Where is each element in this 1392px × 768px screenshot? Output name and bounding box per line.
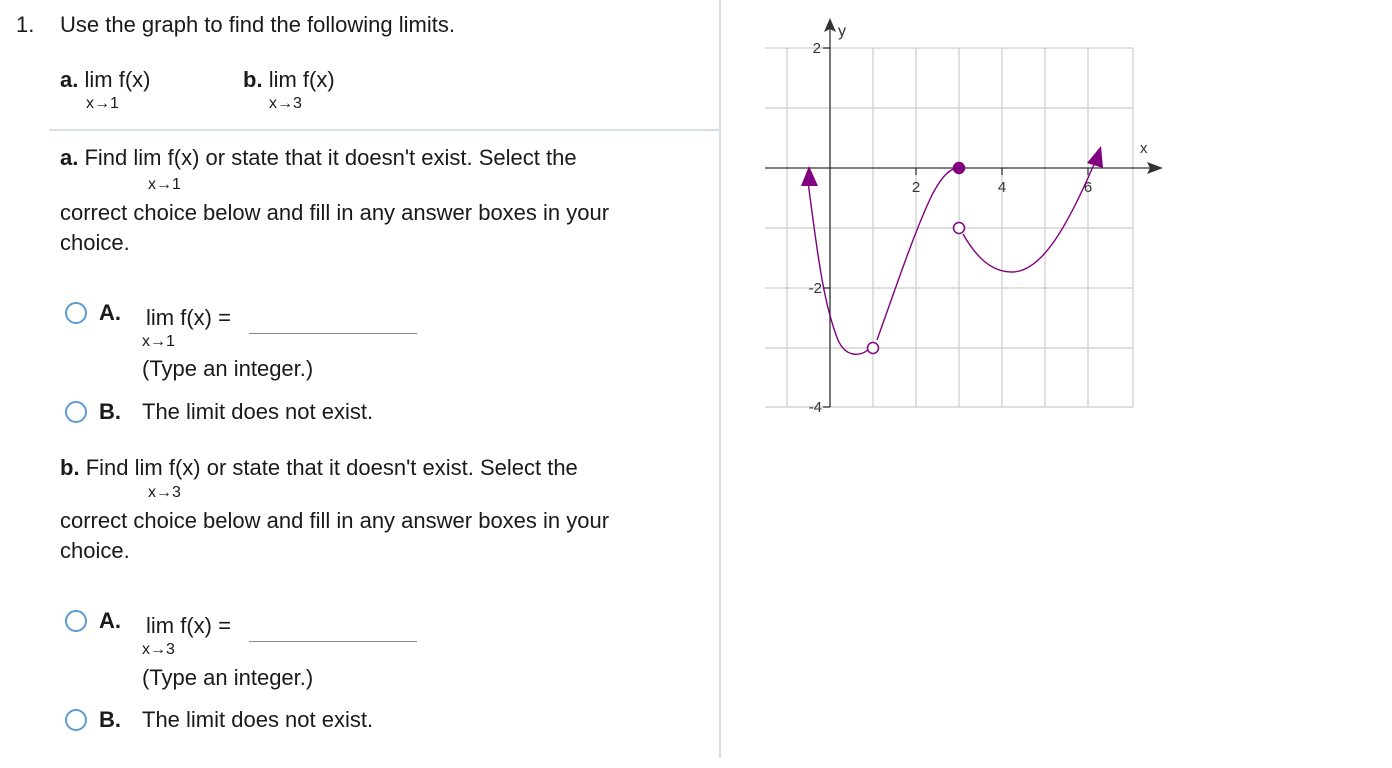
section-divider (49, 129, 719, 131)
part-a-lim: lim (133, 145, 162, 170)
part-b-lim: lim (134, 455, 163, 480)
part-b-instruction (60, 455, 578, 481)
y-axis-label: y (838, 23, 846, 40)
part-a-choice-a-lim: lim (146, 305, 175, 330)
x-tick-6: 6 (1083, 179, 1093, 196)
y-tick-neg4: -4 (808, 399, 822, 416)
part-a-find: Find (84, 145, 128, 170)
part-a-choice-a-label: A. (99, 300, 121, 325)
part-a-fn: f(x) or state that it doesn't exist. Select the (167, 145, 577, 170)
part-b-choice-a-hint: (Type an integer.) (142, 665, 314, 690)
part-b-choice-a-fn: f(x) = (180, 613, 231, 638)
part-b-instruction-rest: correct choice below and fill in any answer boxes in your choice. (60, 508, 610, 563)
part-a-choice-a-sub: x→1 (142, 333, 175, 350)
part-b-answer-input[interactable] (249, 641, 417, 642)
question-prompt: Use the graph to find the following limits. (60, 12, 455, 37)
header-limit-b-letter: b. (243, 67, 263, 92)
graph-grid (765, 48, 1133, 407)
header-limit-a-sub: x→1 (86, 95, 119, 112)
header-limit-a-lim: lim (84, 67, 113, 92)
header-limit-b (243, 67, 335, 93)
curve-right-arrow-icon (1087, 146, 1103, 168)
part-a-instruction-rest: correct choice below and fill in any answer boxes in your choice. (60, 200, 610, 255)
part-b-sub: x→3 (148, 484, 181, 501)
open-point-min (868, 343, 879, 354)
header-limit-b-lim: lim (268, 67, 297, 92)
part-b-choice-a-lim: lim (146, 613, 175, 638)
part-b-choice-a-sub: x→3 (142, 641, 175, 658)
header-limit-b-fn: f(x) (302, 67, 335, 92)
part-a-choice-a-radio[interactable] (65, 302, 87, 324)
part-b-choice-a-radio[interactable] (65, 610, 87, 632)
part-b-fn: f(x) or state that it doesn't exist. Select the (168, 455, 578, 480)
part-a-answer-input[interactable] (249, 333, 417, 334)
part-a-instruction (60, 145, 577, 171)
curve-left-branch (808, 182, 868, 354)
open-point-jump (954, 223, 965, 234)
function-graph (740, 10, 1180, 420)
curve-right-branch (963, 162, 1095, 272)
curve-left-arrow-icon (801, 166, 818, 186)
part-b-letter: b. (60, 455, 80, 480)
graph-axes (765, 18, 1163, 407)
x-tick-4: 4 (997, 179, 1007, 196)
part-b-choice-b-radio[interactable] (65, 709, 87, 731)
part-b-choice-b-label: B. (99, 707, 121, 732)
part-a-choice-a-expr (146, 305, 231, 331)
closed-point (954, 163, 965, 174)
question-number: 1. (16, 12, 35, 37)
part-a-choice-a-hint: (Type an integer.) (142, 356, 314, 381)
part-a-sub: x→1 (148, 176, 181, 193)
part-b-choice-b-text: The limit does not exist. (142, 707, 374, 732)
part-a-choice-b-text: The limit does not exist. (142, 399, 374, 424)
part-b-choice-a-expr (146, 613, 231, 639)
x-axis-label: x (1140, 140, 1148, 157)
header-limit-a (60, 67, 150, 93)
x-tick-2: 2 (911, 179, 921, 196)
header-limit-b-sub: x→3 (269, 95, 302, 112)
part-b-choice-a-label: A. (99, 608, 121, 633)
part-a-letter: a. (60, 145, 79, 170)
header-limit-a-fn: f(x) (118, 67, 151, 92)
y-tick-neg2: -2 (808, 280, 822, 297)
part-a-choice-b-label: B. (99, 399, 121, 424)
part-b-find: Find (85, 455, 129, 480)
part-a-choice-a-fn: f(x) = (180, 305, 231, 330)
function-curve (808, 162, 1095, 354)
header-limit-a-letter: a. (60, 67, 79, 92)
part-a-choice-b-radio[interactable] (65, 401, 87, 423)
panel-divider (719, 0, 721, 758)
y-tick-2: 2 (812, 40, 821, 57)
